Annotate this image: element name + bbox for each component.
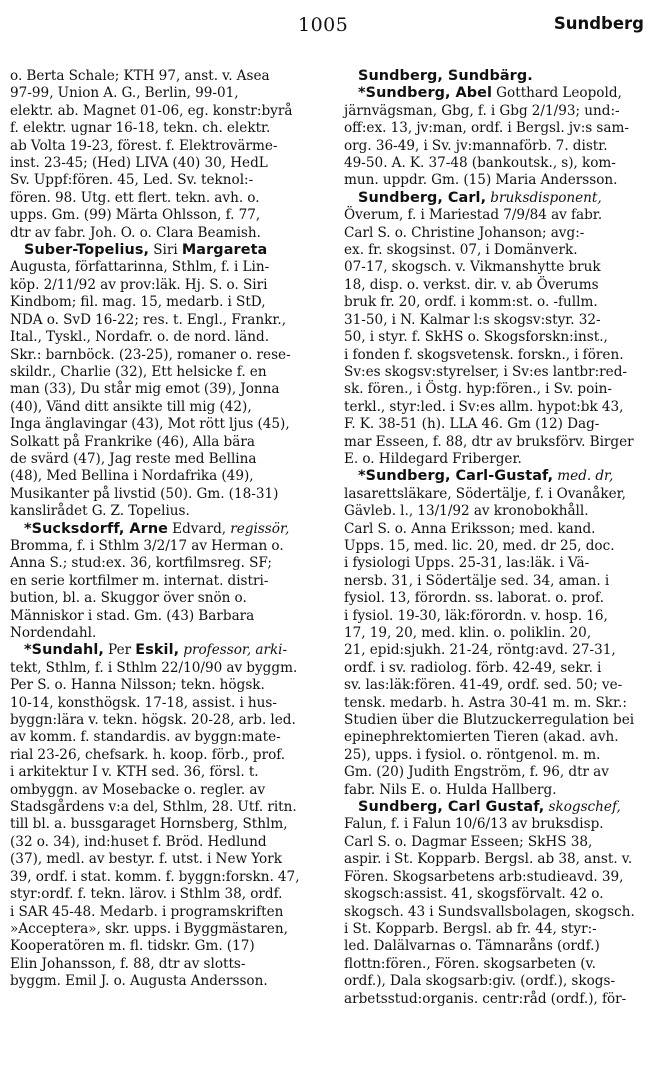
biography-entry (10, 642, 316, 990)
text-line: bruk fr. 20, ordf. i komm:st. o. -fullm. (344, 294, 598, 311)
text-line: Falun, f. i Falun 10/6/13 av bruksdisp. (344, 816, 604, 833)
entry-name: *Sundberg, Abel (358, 85, 493, 102)
text-line: (40), Vänd ditt ansikte till mig (42), (10, 398, 252, 415)
page-number: 1005 (298, 14, 349, 36)
text-line: ombyggn. av Mosebacke o. regler. av (10, 781, 266, 798)
running-head: Sundberg (553, 14, 644, 33)
entry-occupation: med. dr, (553, 468, 614, 485)
text-line: Solkatt på Frankrike (46), Alla bära (10, 433, 255, 450)
text-line: till bl. a. bussgaraget Hornsberg, Sthlm, (10, 816, 288, 833)
text-line: terkl., styr:led. i Sv:es allm. hypot:bk 43, (344, 398, 624, 415)
text-line: i fysiol. 19-30, läk:förordn. v. hosp. 16, (344, 607, 608, 624)
biography-entry (344, 468, 656, 799)
entry-heading-line (10, 521, 316, 538)
text-line: Studien über die Blutzuckerregulation bei (344, 712, 635, 729)
entry-heading-line (10, 642, 316, 659)
biography-entry (344, 190, 656, 469)
text-line: fören. 98. Utg. ett flert. tekn. avh. o. (10, 189, 260, 206)
entry-occupation: regissör, (230, 520, 290, 537)
text-line: sv. las:läk:fören. 41-49, ordf. sed. 50; ve- (344, 677, 623, 694)
entry-heading-line (344, 190, 656, 207)
text-line: Carl S. o. Christine Johanson; avg:- (344, 224, 585, 241)
text-line: lasarettsläkare, Södertälje, f. i Ovanåker, (344, 485, 626, 502)
text-line: NDA o. SvD 16-22; res. t. Engl., Frankr., (10, 311, 287, 328)
text-line: o. Berta Schale; KTH 97, anst. v. Asea (10, 68, 270, 84)
text-line: Carl S. o. Dagmar Esseen; SkHS 38, (344, 833, 593, 850)
text-line: kanslirådet G. Z. Topelius. (10, 503, 190, 520)
text-line: E. o. Hildegard Friberger. (344, 450, 522, 467)
biography-entry (344, 799, 656, 1008)
entry-heading-line (10, 242, 316, 259)
text-line: bution, bl. a. Skuggor över snön o. (10, 590, 247, 607)
entry-occupation: bruksdisponent, (486, 189, 602, 206)
continued-entry (10, 68, 316, 242)
text-line: f. elektr. ugnar 16-18, tekn. ch. elektr. (10, 120, 271, 137)
text-line: byggn:lära v. tekn. högsk. 20-28, arb. led. (10, 712, 296, 729)
biography-entry (10, 242, 316, 521)
text-line: 18, disp. o. verkst. dir. v. ab Överums (344, 276, 599, 293)
text-line: Anna S.; stud:ex. 36, kortfilmsreg. SF; (10, 555, 272, 572)
text-line: ordf. i sv. radiolog. förb. 42-49, sekr. i (344, 659, 602, 676)
text-line: led. Dalälvarnas o. Tämnaråns (ordf.) (344, 938, 600, 955)
text-line: Kooperatören m. fl. tidskr. Gm. (17) (10, 938, 255, 955)
entry-name: Sundberg, Carl, (358, 189, 487, 206)
text-line: 97-99, Union A. G., Berlin, 99-01, (10, 85, 239, 102)
left-column (10, 68, 316, 991)
entry-call-name: Margareta (181, 242, 268, 259)
text-line: Gävleb. l., 13/1/92 av kronobokhåll. (344, 503, 589, 520)
text-line: Människor i stad. Gm. (43) Barbara (10, 607, 255, 624)
entry-heading-line (344, 68, 656, 85)
text-line: mun. uppdr. Gm. (15) Maria Andersson. (344, 172, 618, 189)
entry-given-names: Edvard, (168, 520, 231, 537)
text-line: de svärd (47), Jag reste med Bellina (10, 450, 257, 467)
entry-given-names: Gotthard Leopold, (492, 85, 622, 102)
text-line: Fören. Skogsarbetens arb:studieavd. 39, (344, 868, 624, 885)
text-line: Inga änglavingar (43), Mot rött ljus (45), (10, 416, 290, 433)
text-line: off:ex. 13, jv:man, ordf. i Bergsl. jv:s sam- (344, 120, 629, 137)
text-line: i St. Kopparb. Bergsl. ab fr. 44, styr:- (344, 920, 597, 937)
text-line: Överum, f. i Mariestad 7/9/84 av fabr. (344, 207, 603, 224)
right-column (344, 68, 656, 1008)
text-line: Bromma, f. i Sthlm 3/2/17 av Herman o. (10, 537, 284, 554)
text-line: rial 23-26, chefsark. h. koop. förb., prof. (10, 746, 286, 763)
text-line: skildr., Charlie (32), Ett helsicke f. en (10, 363, 267, 380)
text-line: Stadsgårdens v:a del, Sthlm, 28. Utf. ritn. (10, 799, 297, 816)
entry-heading-line (344, 799, 656, 816)
text-line: org. 36-49, i Sv. jv:mannaförb. 7. distr. (344, 137, 608, 154)
entry-heading-line (344, 85, 656, 102)
text-line: 39, ordf. i stat. komm. f. byggn:forskn. 47, (10, 868, 300, 885)
entry-given-names: Siri (149, 242, 182, 259)
text-line: man (33), Du står mig emot (39), Jonna (10, 381, 280, 398)
text-line: Skr.: barnböck. (23-25), romaner o. rese- (10, 346, 291, 363)
text-line: tensk. medarb. h. Astra 30-41 m. m. Skr.: (344, 694, 627, 711)
text-line: (48), Med Bellina i Nordafrika (49), (10, 468, 254, 485)
entry-name: *Sundberg, Carl-Gustaf, (358, 468, 554, 485)
entry-name: Suber-Topelius, (24, 242, 150, 259)
text-line: elektr. ab. Magnet 01-06, eg. konstr:byrå (10, 102, 293, 119)
text-line: Carl S. o. Anna Eriksson; med. kand. (344, 520, 596, 537)
text-line: av komm. f. standardis. av byggn:mate- (10, 729, 281, 746)
text-line: Gm. (20) Judith Engström, f. 96, dtr av (344, 764, 609, 781)
text-line: arbetsstud:organis. centr:råd (ordf.), för- (344, 990, 627, 1007)
text-line: järnvägsman, Gbg, f. i Gbg 2/1/93; und:- (344, 102, 620, 119)
text-line: tekt, Sthlm, f. i Sthlm 22/10/90 av byggm. (10, 659, 298, 676)
text-line: epinephrektomierten Tieren (akad. avh. (344, 729, 619, 746)
text-line: i arkitektur I v. KTH sed. 36, försl. t. (10, 764, 259, 781)
entry-given-names: Per (103, 642, 136, 659)
text-line: nersb. 31, i Södertälje sed. 34, aman. i (344, 572, 610, 589)
text-line: mar Esseen, f. 88, dtr av bruksförv. Birger (344, 433, 634, 450)
entry-name: Sundberg, Sundbärg. (358, 68, 533, 84)
text-line: Upps. 15, med. lic. 20, med. dr 25, doc. (344, 537, 615, 554)
text-line: inst. 23-45; (Hed) LIVA (40) 30, HedL (10, 155, 268, 172)
text-line: köp. 2/11/92 av prov:läk. Hj. S. o. Siri (10, 276, 268, 293)
text-line: en serie kortfilmer m. internat. distri- (10, 572, 269, 589)
text-line: 25), upps. i fysiol. o. röntgenol. m. m. (344, 746, 601, 763)
entry-heading-line (344, 468, 656, 485)
text-line: 50, i styr. f. SkHS o. Skogsforskn:inst., (344, 329, 608, 346)
text-line: skogsch:assist. 41, skogsförvalt. 42 o. (344, 886, 604, 903)
text-line: (37), medl. av bestyr. f. utst. i New York (10, 851, 282, 868)
entry-name: *Sucksdorff, Arne (24, 520, 169, 537)
entry-occupation: professor, arki- (179, 642, 288, 659)
text-line: fysiol. 13, förordn. ss. laborat. o. prof. (344, 590, 604, 607)
text-line: 17, 19, 20, med. klin. o. poliklin. 20, (344, 625, 592, 641)
text-line: flottn:fören., Fören. skogsarbeten (v. (344, 955, 596, 972)
text-line: ex. fr. skogsinst. 07, i Domänverk. (344, 242, 578, 259)
text-line: Elin Johansson, f. 88, dtr av slotts- (10, 955, 246, 972)
text-line: aspir. i St. Kopparb. Bergsl. ab 38, anst. v. (344, 851, 633, 868)
text-line: Nordendahl. (10, 625, 97, 641)
text-line: (32 o. 34), ind:huset f. Bröd. Hedlund (10, 833, 267, 850)
text-line: sk. fören., i Östg. hyp:fören., i Sv. poin- (344, 381, 612, 398)
text-line: ordf.), Dala skogsarb:giv. (ordf.), skogs- (344, 973, 616, 990)
text-line: fabr. Nils E. o. Hulda Hallberg. (344, 781, 557, 798)
text-line: i fysiologi Upps. 25-31, las:läk. i Vä- (344, 555, 590, 572)
text-line: Ital., Tyskl., Nordafr. o. de nord. länd. (10, 329, 270, 346)
text-line: ab Volta 19-23, förest. f. Elektrovärme- (10, 137, 278, 154)
text-line: byggm. Emil J. o. Augusta Andersson. (10, 973, 268, 990)
text-line: F. K. 38-51 (h). LLA 46. Gm (12) Dag- (344, 416, 600, 433)
entry-occupation: skogschef, (544, 799, 621, 816)
text-line: 07-17, skogsch. v. Vikmanshytte bruk (344, 259, 601, 276)
text-line: 31-50, i N. Kalmar l:s skogsv:styr. 32- (344, 311, 601, 328)
text-line: upps. Gm. (99) Märta Ohlsson, f. 77, (10, 207, 261, 224)
biography-entry (344, 68, 656, 85)
text-line: Musikanter på livstid (50). Gm. (18-31) (10, 485, 279, 502)
text-line: i SAR 45-48. Medarb. i programskriften (10, 903, 284, 920)
text-line: »Acceptera», skr. upps. i Byggmästaren, (10, 920, 288, 937)
page-header (0, 8, 664, 48)
entry-name: *Sundahl, (24, 642, 104, 659)
entry-name: Sundberg, Carl Gustaf, (358, 799, 545, 816)
text-line: Augusta, författarinna, Sthlm, f. i Lin- (10, 259, 270, 276)
text-line: Sv:es skogsv:styrelser, i Sv:es lantbr:red- (344, 363, 627, 380)
text-line: 21, epid:sjukh. 21-24, röntg:avd. 27-31, (344, 642, 616, 659)
entry-call-name: Eskil, (135, 642, 180, 659)
text-line: Per S. o. Hanna Nilsson; tekn. högsk. (10, 677, 265, 694)
text-line: 49-50. A. K. 37-48 (bankoutsk., s), kom- (344, 155, 616, 172)
text-line: Kindbom; fil. mag. 15, medarb. i StD, (10, 294, 266, 311)
text-line: 10-14, konsthögsk. 17-18, assist. i hus- (10, 694, 278, 711)
text-line: Sv. Uppf:fören. 45, Led. Sv. teknol:- (10, 172, 254, 189)
text-line: i fonden f. skogsvetensk. forskn., i fören. (344, 346, 624, 363)
text-line: dtr av fabr. Joh. O. o. Clara Beamish. (10, 224, 261, 241)
text-line: skogsch. 43 i Sundsvallsbolagen, skogsch. (344, 903, 635, 920)
text-line: styr:ordf. f. tekn. lärov. i Sthlm 38, ordf. (10, 886, 283, 903)
biography-entry (344, 85, 656, 189)
biography-entry (10, 521, 316, 643)
